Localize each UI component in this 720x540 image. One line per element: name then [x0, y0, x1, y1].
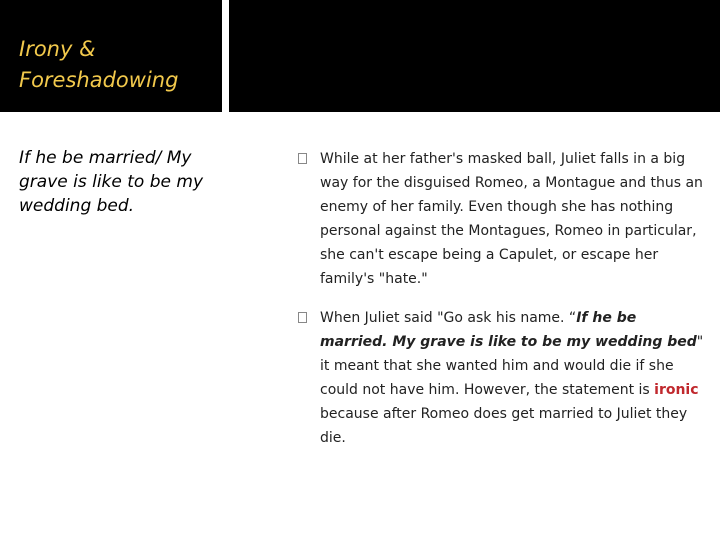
title-bar — [0, 0, 222, 112]
ironic-highlight: ironic — [654, 382, 699, 398]
bullet-quote: If he be married. My grave is like to be my wedding bed — [320, 310, 697, 350]
bullet-text-after: because after Romeo does get married to Juliet they die. — [320, 406, 688, 446]
bullet-item — [298, 306, 706, 450]
bullet-text-middle: " it meant that she wanted him and would die if she could not have him. However, the statement is — [320, 334, 704, 398]
quote-text: If he be married/ My grave is like to be my wedding bed. — [19, 148, 204, 216]
slide-title: Irony & Foreshadowing — [19, 37, 179, 92]
bullet-box-icon — [298, 312, 307, 323]
bullet-list — [298, 147, 706, 465]
bullet-text-before: When Juliet said "Go ask his name. “ — [320, 310, 577, 326]
bullet-item — [298, 147, 706, 291]
bullet-box-icon — [298, 153, 307, 164]
bullet-text: While at her father's masked ball, Juliet falls in a big way for the disguised Romeo, a Montague and thus an enemy of her family. Even though she has nothing personal against the Montagues, Romeo in particular, she can't escape being a Capulet, or escape her family's "hate." — [320, 151, 703, 287]
header-band — [229, 0, 720, 112]
